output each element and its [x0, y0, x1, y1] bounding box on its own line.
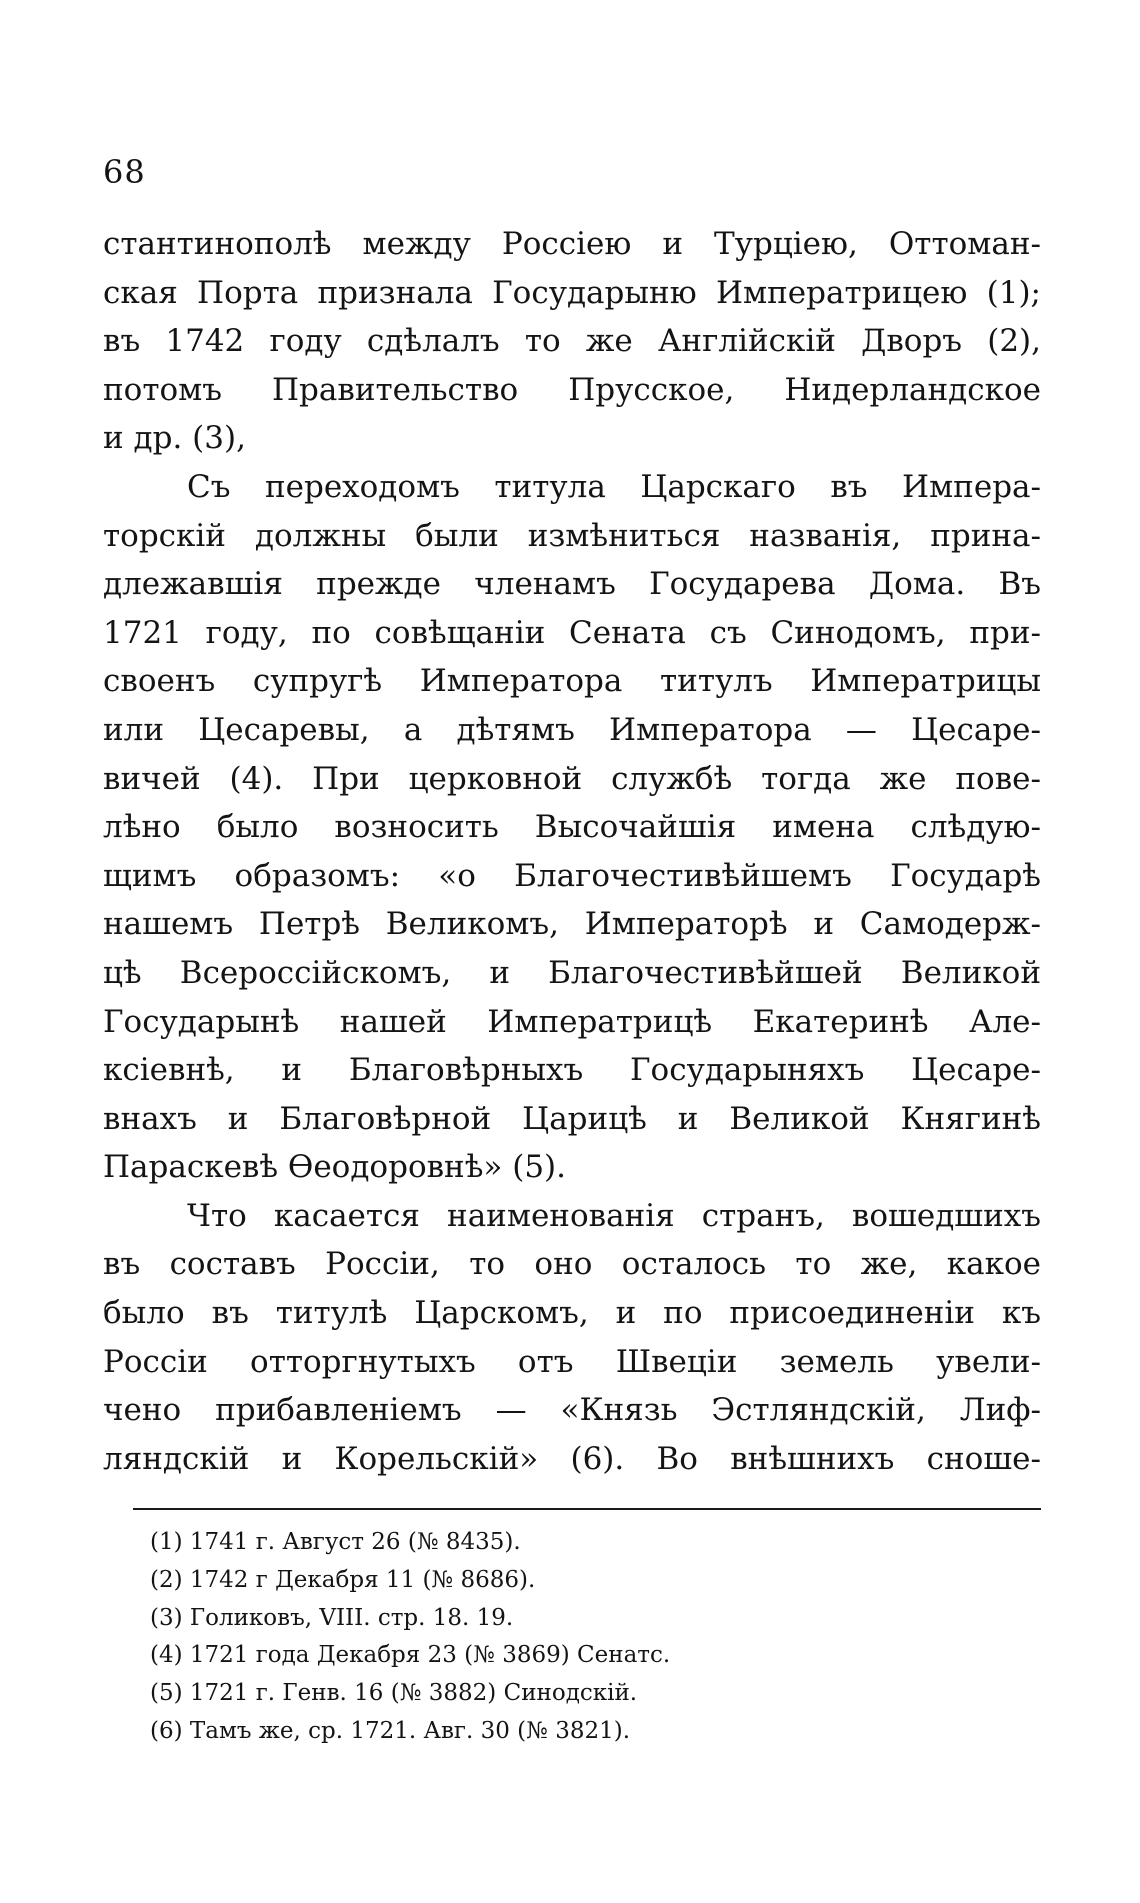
text-line: щимъ образомъ: «о Благочестивѣйшемъ Государѣ	[103, 857, 1041, 894]
text-line: внахъ и Благовѣрной Царицѣ и Великой Княгинѣ	[103, 1100, 1041, 1137]
text-line: или Цесаревы, а дѣтямъ Императора — Цесаре-	[103, 711, 1041, 748]
text-line: Государынѣ нашей Императрицѣ Екатеринѣ Але-	[103, 1003, 1041, 1040]
text-line: чено прибавленіемъ — «Князь Эстляндскій, Лиф-	[103, 1392, 1041, 1429]
footnotes	[150, 1524, 1010, 1751]
footnote-divider	[133, 1508, 1041, 1510]
footnote: (5) 1721 г. Генв. 16 (№ 3882) Синодскій.	[150, 1680, 638, 1707]
text-line: ксіевнѣ, и Благовѣрныхъ Государыняхъ Цесаре-	[103, 1052, 1041, 1089]
text-line: было въ титулѣ Царскомъ, и по присоединеніи къ	[103, 1295, 1041, 1332]
footnote: (2) 1742 г Декабря 11 (№ 8686).	[150, 1566, 536, 1593]
paragraph-start-line: Что касается наименованія странъ, вошедшихъ	[187, 1197, 1041, 1234]
text-line: и др. (3),	[103, 420, 246, 457]
paragraph-start-line: Съ переходомъ титула Царскаго въ Импера-	[187, 468, 1041, 505]
text-line: стантинополѣ между Россіею и Турціею, Оттоман-	[103, 226, 1041, 262]
text-line: своенъ супругѣ Императора титулъ Императрицы	[103, 663, 1041, 700]
text-line: Параскевѣ Ѳеодоровнѣ» (5).	[103, 1149, 567, 1186]
footnote: (4) 1721 года Декабря 23 (№ 3869) Сенатс.	[150, 1642, 671, 1669]
text-line: торскій должны были измѣниться названія, прина-	[103, 517, 1041, 554]
text-line: Россіи отторгнутыхъ отъ Швеціи земель увели-	[103, 1343, 1041, 1380]
footnote: (3) Голиковъ, VIII. стр. 18. 19.	[150, 1604, 514, 1631]
text-line: длежавшія прежде членамъ Государева Дома. Въ	[103, 566, 1041, 603]
footnote: (1) 1741 г. Август 26 (№ 8435).	[150, 1529, 521, 1555]
text-line: ляндскій и Корельскій» (6). Во внѣшнихъ сноше-	[103, 1440, 1041, 1477]
text-line: цѣ Всероссійскомъ, и Благочестивѣйшей Великой	[103, 954, 1041, 991]
text-line: потомъ Правительство Прусское, Нидерландское	[103, 371, 1041, 408]
text-line: лѣно было возносить Высочайшія имена слѣдую-	[103, 809, 1041, 846]
text-line: въ 1742 году сдѣлалъ то же Англійскій Дворъ (2),	[103, 323, 1041, 360]
text-line: 1721 году, по совѣщаніи Сената съ Синодомъ, при-	[103, 614, 1041, 651]
text-line: вичей (4). При церковной службѣ тогда же пове-	[103, 760, 1041, 797]
text-line: въ составъ Россіи, то оно осталось то же, какое	[103, 1246, 1041, 1283]
body-text	[103, 220, 1041, 1483]
text-line: ская Порта признала Государыню Императрицею (1);	[103, 274, 1041, 311]
text-line: нашемъ Петрѣ Великомъ, Императорѣ и Самодерж-	[103, 906, 1041, 943]
page-number: 68	[103, 153, 146, 191]
footnote: (6) Тамъ же, ср. 1721. Авг. 30 (№ 3821).	[150, 1717, 631, 1744]
